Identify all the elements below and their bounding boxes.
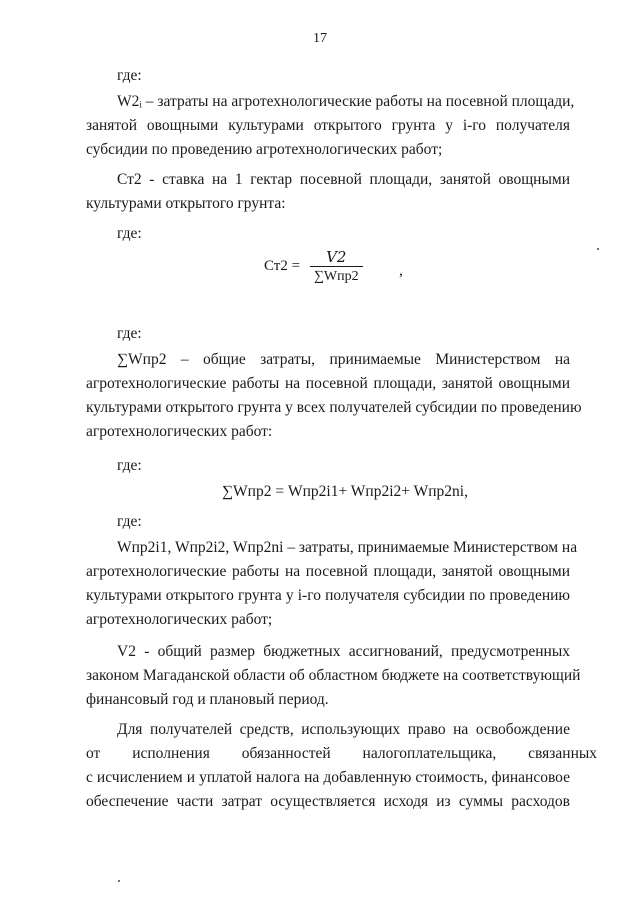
paragraph-w2i xyxy=(86,90,575,162)
paragraph-wpr2i xyxy=(86,536,578,632)
text-line: Ст2 - ставка на 1 гектар посевной площади, занятой овощными xyxy=(117,171,570,188)
text-line: агротехнологических работ; xyxy=(86,611,273,628)
text-line: ∑Wпр2 – общие затраты, принимаемые Министерством на xyxy=(117,351,570,368)
text-line: финансовый год и плановый период. xyxy=(86,691,329,708)
text-line: культурами открытого грунта у всех получателей субсидии по проведению xyxy=(86,399,582,416)
text-line: обеспечение части затрат осуществляется исходя из суммы расходов xyxy=(86,793,570,810)
paragraph-v2 xyxy=(86,640,581,712)
formula-lhs: Ст2 = xyxy=(264,258,301,274)
paragraph-st2 xyxy=(86,168,570,216)
page-number: 17 xyxy=(313,31,327,46)
text-line: агротехнологические работы на посевной площади, занятой овощными xyxy=(86,375,570,392)
text-line: от исполнения обязанностей налогоплательщика, связанных xyxy=(86,745,598,762)
where-label: где: xyxy=(117,513,142,530)
scan-speck xyxy=(118,880,120,882)
formula-trailing-comma: , xyxy=(399,262,403,279)
where-label: где: xyxy=(117,225,142,242)
text-line: культурами открытого грунта у i-го получателя субсидии по проведению xyxy=(86,587,570,604)
text-line: законом Магаданской области об областном бюджете на соответствующий xyxy=(86,667,581,684)
text-line: агротехнологические работы на посевной площади, занятой овощными xyxy=(86,563,570,580)
fraction xyxy=(310,248,363,285)
text-line: культурами открытого грунта: xyxy=(86,195,286,212)
fraction-denominator: ∑Wпр2 xyxy=(310,266,363,285)
text-line: занятой овощными культурами открытого грунта у i-го получателя xyxy=(86,117,570,134)
text-line: V2 - общий размер бюджетных ассигнований, предусмотренных xyxy=(117,643,570,660)
fraction-numerator: V2 xyxy=(326,248,347,266)
where-label: где: xyxy=(117,457,142,474)
paragraph-sum-wpr2 xyxy=(86,348,582,444)
where-label: где: xyxy=(117,67,142,84)
where-label: где: xyxy=(117,325,142,342)
text-line: W2ᵢ – затраты на агротехнологические работы на посевной площади, xyxy=(117,93,575,110)
text-line: субсидии по проведению агротехнологических работ; xyxy=(86,141,443,158)
scan-speck xyxy=(597,248,599,250)
text-line: Для получателей средств, использующих право на освобождение xyxy=(117,721,570,738)
text-line: с исчислением и уплатой налога на добавленную стоимость, финансовое xyxy=(86,769,570,786)
formula-sum-wpr2: ∑Wпр2 = Wпр2i1+ Wпр2i2+ Wпр2ni, xyxy=(222,483,468,500)
paragraph-vat-exempt xyxy=(86,718,598,814)
text-line: агротехнологических работ: xyxy=(86,423,273,440)
text-line: Wпр2i1, Wпр2i2, Wпр2ni – затраты, принимаемые Министерством на xyxy=(117,539,578,556)
formula-st2 xyxy=(264,248,363,285)
